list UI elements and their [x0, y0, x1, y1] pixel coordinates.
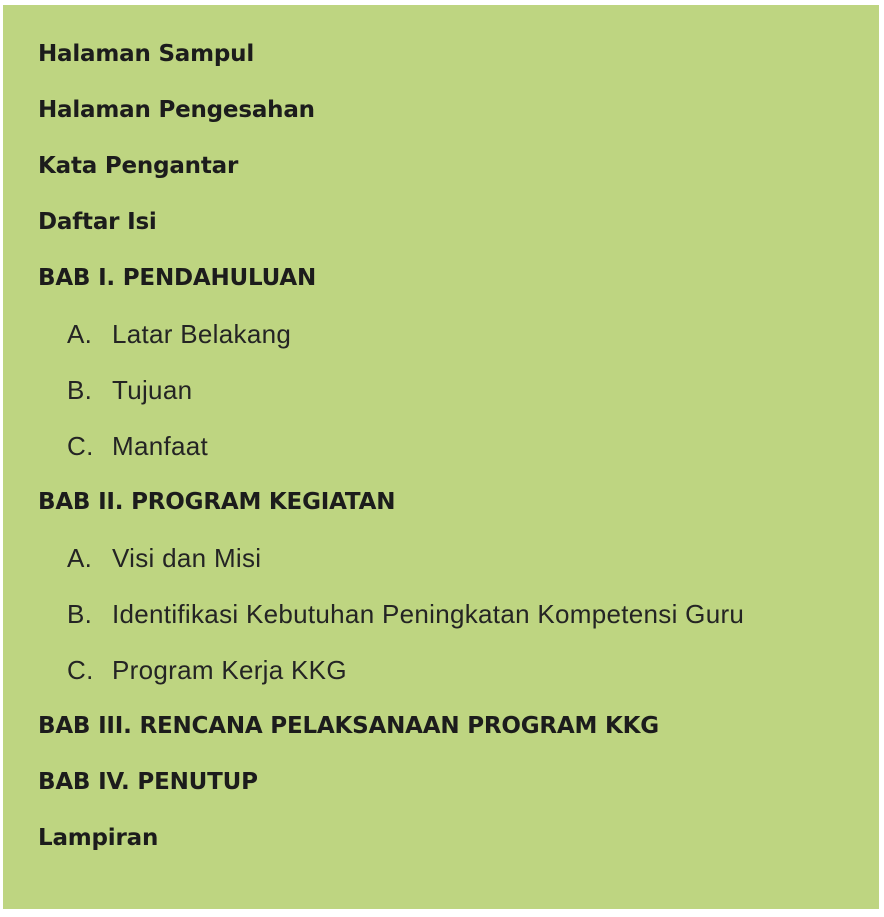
- toc-item-label: BAB II. PROGRAM KEGIATAN: [38, 489, 396, 515]
- toc-item-bab-1: [38, 258, 879, 298]
- toc-subitem-label: Latar Belakang: [112, 319, 292, 349]
- toc-subitem-latar-belakang: [67, 314, 879, 354]
- toc-item-halaman-sampul: [38, 34, 879, 74]
- toc-subitem-marker: B.: [67, 375, 93, 405]
- toc-item-halaman-pengesahan: [38, 90, 879, 130]
- toc-subitem-marker: A.: [67, 543, 93, 573]
- toc-subitem-program-kerja: [67, 650, 879, 690]
- toc-item-label: Kata Pengantar: [38, 153, 239, 179]
- toc-item-label: BAB IV. PENUTUP: [38, 769, 258, 795]
- toc-subitem-tujuan: [67, 370, 879, 410]
- toc-subitem-marker: B.: [67, 599, 93, 629]
- toc-item-kata-pengantar: [38, 146, 879, 186]
- toc-item-label: Halaman Pengesahan: [38, 97, 315, 123]
- toc-subitem-visi-misi: [67, 538, 879, 578]
- toc-item-label: Halaman Sampul: [38, 41, 255, 67]
- toc-subitem-label: Tujuan: [112, 375, 193, 405]
- toc-item-label: BAB III. RENCANA PELAKSANAAN PROGRAM KKG: [38, 713, 659, 739]
- toc-item-label: Daftar Isi: [38, 209, 157, 235]
- toc-subitem-label: Visi dan Misi: [112, 543, 262, 573]
- toc-subitem-label: Identifikasi Kebutuhan Peningkatan Kompetensi Guru: [112, 599, 745, 629]
- toc-subitem-label: Manfaat: [112, 431, 209, 461]
- toc-item-label: BAB I. PENDAHULUAN: [38, 265, 317, 291]
- toc-panel: [3, 5, 879, 909]
- toc-subitem-marker: A.: [67, 319, 93, 349]
- toc-item-bab-2: [38, 482, 879, 522]
- toc-item-label: Lampiran: [38, 825, 159, 851]
- toc-item-lampiran: [38, 818, 879, 858]
- toc-item-daftar-isi: [38, 202, 879, 242]
- toc-item-bab-4: [38, 762, 879, 802]
- toc-subitem-label: Program Kerja KKG: [112, 655, 347, 685]
- toc-subitem-marker: C.: [67, 655, 94, 685]
- toc-subitem-manfaat: [67, 426, 879, 466]
- toc-subitem-identifikasi: [67, 594, 879, 634]
- toc-subitem-marker: C.: [67, 431, 94, 461]
- toc-item-bab-3: [38, 706, 879, 746]
